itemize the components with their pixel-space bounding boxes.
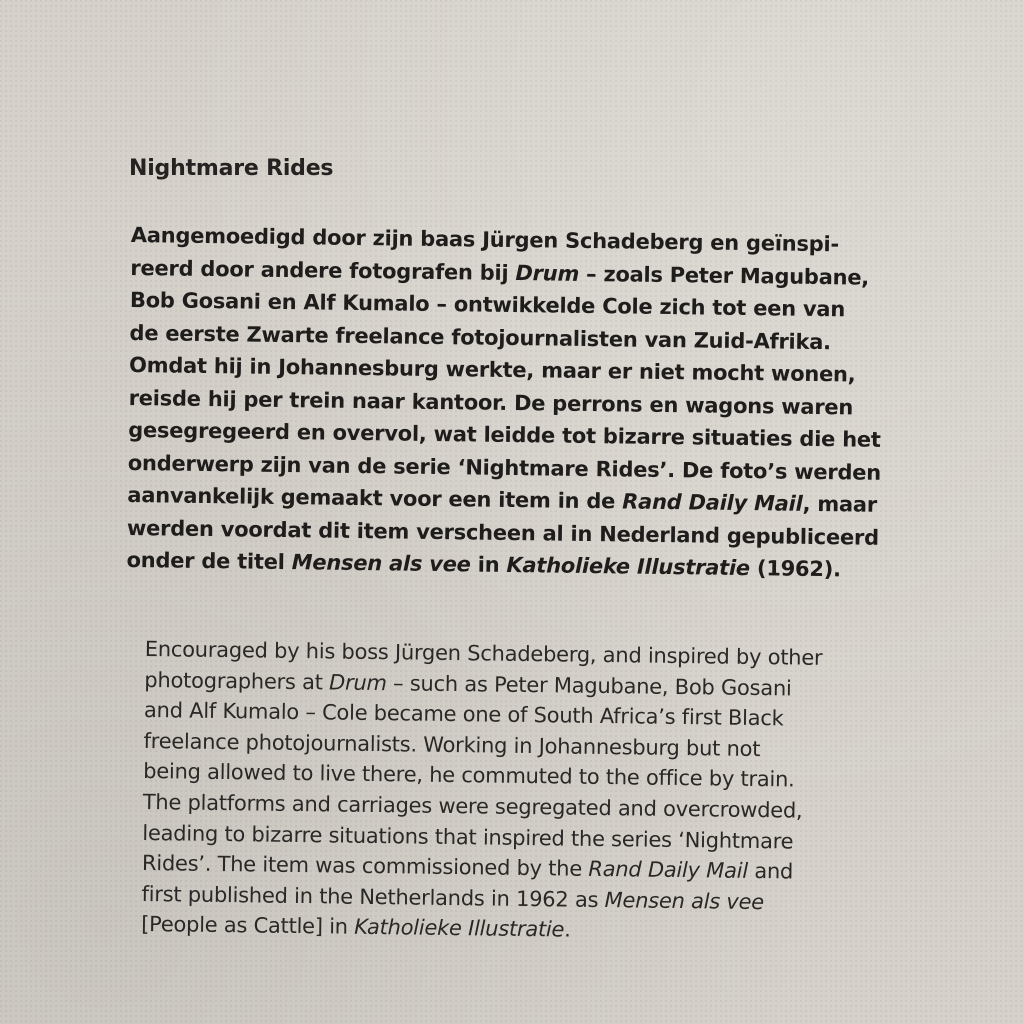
english-line: [People as Cattle] in Katholieke Illustratie. xyxy=(141,912,571,942)
dutch-line: reisde hij per trein naar kantoor. De perrons en wagons waren xyxy=(128,385,854,419)
dutch-line: Aangemoedigd door zijn baas Jürgen Schadeberg en geïnspi- xyxy=(130,222,840,257)
dutch-line: de eerste Zwarte freelance fotojournalisten van Zuid-Afrika. xyxy=(129,320,832,354)
dutch-line: reerd door andere fotografen bij Drum – zoals Peter Magubane, xyxy=(130,255,870,290)
english-line: The platforms and carriages were segregated and overcrowded, xyxy=(142,789,803,823)
english-line: photographers at Drum – such as Peter Magubane, Bob Gosani xyxy=(144,667,792,701)
english-line: leading to bizarre situations that inspired the series ‘Nightmare xyxy=(142,820,794,854)
dutch-line: onderwerp zijn van de serie ‘Nightmare Rides’. De foto’s werden xyxy=(127,450,882,485)
english-line: being allowed to live there, he commuted to the office by train. xyxy=(143,759,795,792)
label-title: Nightmare Rides xyxy=(129,156,334,181)
dutch-text-block xyxy=(126,219,884,586)
dutch-line: gesegregeerd en overvol, wat leidde tot bizarre situaties die het xyxy=(128,417,881,452)
dutch-line: Omdat hij in Johannesburg werkte, maar er niet mocht wonen, xyxy=(128,352,856,387)
english-line: and Alf Kumalo – Cole became one of South Africa’s first Black xyxy=(143,698,784,731)
english-line: Rides’. The item was commissioned by the Rand Daily Mail and xyxy=(141,851,794,884)
english-line: Encouraged by his boss Jürgen Schadeberg, and inspired by other xyxy=(144,636,823,670)
dutch-line: Bob Gosani en Alf Kumalo – ontwikkelde Cole zich tot een van xyxy=(129,287,846,322)
english-line: freelance photojournalists. Working in Johannesburg but not xyxy=(143,728,761,761)
dutch-line: aanvankelijk gemaakt voor een item in de Rand Daily Mail, maar xyxy=(127,482,878,517)
dutch-line: werden voordat dit item verscheen al in Nederland gepubliceerd xyxy=(126,515,879,550)
dutch-line: onder de titel Mensen als vee in Katholieke Illustratie (1962). xyxy=(126,547,841,582)
english-line: first published in the Netherlands in 1962 as Mensen als vee xyxy=(141,881,765,914)
english-text-block xyxy=(141,634,823,949)
